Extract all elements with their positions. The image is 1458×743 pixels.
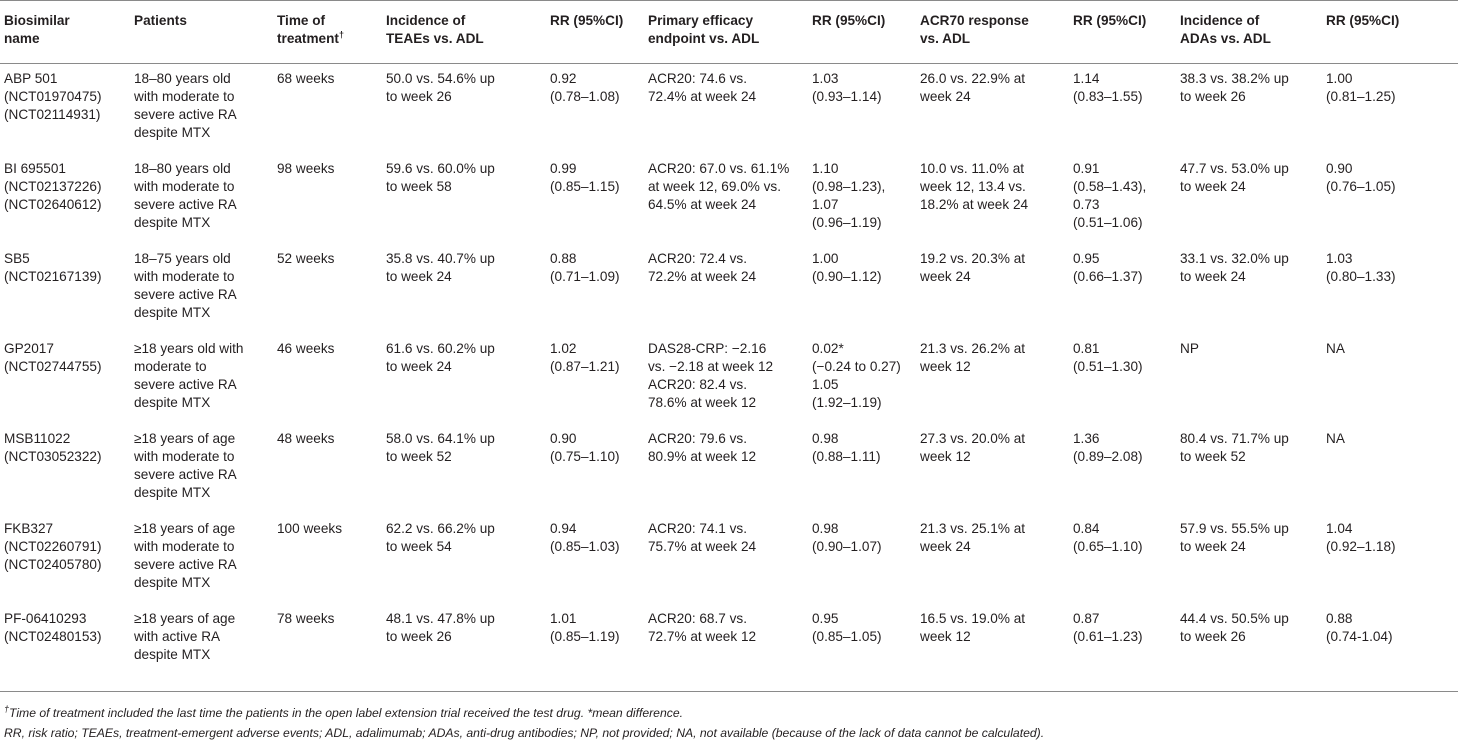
cell-time-of-treatment: 48 weeks (277, 430, 335, 446)
cell-incidence-teaes: 48.1 vs. 47.8% up to week 26 (382, 604, 546, 692)
table-row (0, 604, 1458, 692)
cell-incidence-teaes: 35.8 vs. 40.7% up to week 24 (386, 250, 495, 284)
cell-rr-primary: 1.03 (0.93–1.14) (812, 71, 882, 104)
cell-rr-teaes: 1.01 (0.85–1.19) (546, 604, 644, 692)
cell-rr-primary: 0.95 (0.85–1.05) (808, 604, 916, 692)
cell-biosimilar-name: BI 695501 (NCT02137226) (NCT02640612) (4, 160, 102, 212)
cell-rr-adas: 1.04 (0.92–1.18) (1326, 520, 1396, 554)
cell-rr-teaes: 1.02 (0.87–1.21) (550, 340, 620, 374)
table-row (0, 154, 1458, 244)
table-body (0, 64, 1458, 692)
cell-acr70-response: 10.0 vs. 11.0% at week 12, 13.4 vs. 18.2% at week 24 (920, 160, 1029, 212)
cell-rr-adas: 1.03 (0.80–1.33) (1326, 250, 1396, 284)
cell-rr-acr70: 0.84 (0.65–1.10) (1073, 520, 1143, 554)
cell-rr-primary: 0.98 (0.88–1.11) (812, 430, 881, 464)
cell-patients: 18–80 years old with moderate to severe active RA despite MTX (134, 160, 237, 230)
cell-rr-teaes: 0.94 (0.85–1.03) (550, 520, 620, 554)
cell-rr-acr70: 1.36 (0.89–2.08) (1073, 430, 1143, 464)
cell-rr-adas: NA (1326, 430, 1345, 446)
cell-time-of-treatment: 46 weeks (277, 340, 335, 356)
cell-time-of-treatment: 98 weeks (277, 160, 335, 176)
cell-time-of-treatment: 68 weeks (277, 71, 335, 86)
cell-rr-teaes: 0.88 (0.71–1.09) (550, 250, 620, 284)
header-patients: Patients (130, 1, 273, 64)
footnote-line-1: †Time of treatment included the last time the patients in the open label extension trial received the test drug. *mean difference. (4, 703, 683, 720)
cell-biosimilar-name: PF-06410293 (NCT02480153) (0, 604, 130, 692)
cell-time-of-treatment: 100 weeks (277, 520, 342, 536)
cell-biosimilar-name: GP2017 (NCT02744755) (4, 340, 102, 374)
cell-incidence-teaes: 58.0 vs. 64.1% up to week 52 (386, 430, 495, 464)
cell-rr-adas: 0.90 (0.76–1.05) (1326, 160, 1396, 194)
header-primary-efficacy: Primary efficacy endpoint vs. ADL (644, 1, 808, 64)
cell-acr70-response: 26.0 vs. 22.9% at week 24 (920, 71, 1026, 104)
header-incidence-teaes: Incidence of TEAEs vs. ADL (382, 1, 546, 64)
cell-rr-acr70: 0.81 (0.51–1.30) (1073, 340, 1143, 374)
header-time-of-treatment: Time of treatment† (273, 1, 382, 64)
cell-biosimilar-name: MSB11022 (NCT03052322) (4, 430, 102, 464)
cell-incidence-adas: 44.4 vs. 50.5% up to week 26 (1176, 604, 1322, 692)
cell-rr-primary: 1.10 (0.98–1.23), 1.07 (0.96–1.19) (812, 160, 886, 230)
cell-patients: ≥18 years of age with active RA despite MTX (130, 604, 273, 692)
table-row (0, 424, 1458, 514)
table-footnotes (4, 703, 1454, 743)
dagger-mark: † (338, 29, 344, 40)
cell-incidence-adas: NP (1180, 340, 1199, 356)
header-acr70-response: ACR70 response vs. ADL (916, 1, 1069, 64)
cell-patients: 18–75 years old with moderate to severe active RA despite MTX (134, 250, 237, 320)
cell-rr-adas: 0.88 (0.74-1.04) (1322, 604, 1458, 692)
cell-rr-acr70: 0.91 (0.58–1.43), 0.73 (0.51–1.06) (1073, 160, 1147, 230)
cell-acr70-response: 21.3 vs. 25.1% at week 24 (920, 520, 1026, 554)
header-rr-primary: RR (95%CI) (808, 1, 916, 64)
cell-incidence-adas: 57.9 vs. 55.5% up to week 24 (1180, 520, 1289, 554)
cell-primary-efficacy: DAS28-CRP: −2.16 vs. −2.18 at week 12 ACR20: 82.4 vs. 78.6% at week 12 (648, 340, 774, 410)
cell-rr-acr70: 1.14 (0.83–1.55) (1073, 71, 1143, 104)
header-rr-teaes: RR (95%CI) (546, 1, 644, 64)
table-row (0, 64, 1458, 154)
table-row (0, 514, 1458, 604)
cell-incidence-adas: 38.3 vs. 38.2% up to week 26 (1180, 71, 1289, 104)
cell-incidence-teaes: 50.0 vs. 54.6% up to week 26 (386, 71, 495, 104)
cell-primary-efficacy: ACR20: 68.7 vs. 72.7% at week 12 (644, 604, 808, 692)
cell-biosimilar-name: ABP 501 (NCT01970475) (NCT02114931) (4, 71, 102, 122)
header-biosimilar-name: Biosimilar name (0, 1, 130, 64)
cell-rr-primary: 0.02* (−0.24 to 0.27) 1.05 (1.92–1.19) (812, 340, 901, 410)
header-rr-adas: RR (95%CI) (1322, 1, 1458, 64)
cell-rr-primary: 1.00 (0.90–1.12) (812, 250, 882, 284)
cell-rr-adas: 1.00 (0.81–1.25) (1326, 71, 1396, 104)
table-row (0, 244, 1458, 334)
cell-rr-primary: 0.98 (0.90–1.07) (812, 520, 882, 554)
header-incidence-adas: Incidence of ADAs vs. ADL (1176, 1, 1322, 64)
cell-biosimilar-name: FKB327 (NCT02260791) (NCT02405780) (4, 520, 102, 572)
cell-patients: ≥18 years old with moderate to severe active RA despite MTX (134, 340, 244, 410)
cell-rr-teaes: 0.90 (0.75–1.10) (550, 430, 620, 464)
cell-incidence-teaes: 62.2 vs. 66.2% up to week 54 (386, 520, 495, 554)
cell-rr-teaes: 0.99 (0.85–1.15) (550, 160, 620, 194)
cell-rr-teaes: 0.92 (0.78–1.08) (550, 71, 620, 104)
cell-patients: 18–80 years old with moderate to severe active RA despite MTX (134, 71, 237, 140)
table-header-row (0, 1, 1458, 64)
cell-time-of-treatment: 78 weeks (273, 604, 382, 692)
cell-rr-adas: NA (1326, 340, 1345, 356)
cell-acr70-response: 27.3 vs. 20.0% at week 12 (920, 430, 1026, 464)
table-row (0, 334, 1458, 424)
cell-incidence-teaes: 61.6 vs. 60.2% up to week 24 (386, 340, 495, 374)
cell-primary-efficacy: ACR20: 74.1 vs. 75.7% at week 24 (648, 520, 757, 554)
cell-acr70-response: 16.5 vs. 19.0% at week 12 (916, 604, 1069, 692)
cell-primary-efficacy: ACR20: 67.0 vs. 61.1% at week 12, 69.0% vs. 64.5% at week 24 (648, 160, 790, 212)
cell-incidence-adas: 80.4 vs. 71.7% up to week 52 (1180, 430, 1289, 464)
cell-biosimilar-name: SB5 (NCT02167139) (4, 250, 102, 284)
cell-time-of-treatment: 52 weeks (277, 250, 335, 266)
cell-rr-acr70: 0.87 (0.61–1.23) (1069, 604, 1176, 692)
cell-acr70-response: 19.2 vs. 20.3% at week 24 (920, 250, 1026, 284)
cell-patients: ≥18 years of age with moderate to severe active RA despite MTX (134, 520, 237, 590)
cell-primary-efficacy: ACR20: 79.6 vs. 80.9% at week 12 (648, 430, 757, 464)
cell-patients: ≥18 years of age with moderate to severe active RA despite MTX (134, 430, 237, 500)
footnote-line-2: RR, risk ratio; TEAEs, treatment-emergent adverse events; ADL, adalimumab; ADAs, anti-drug antibodies; NP, not provided; NA, not available (because of the lack of data cannot be calculated). (4, 726, 1045, 740)
header-rr-acr70: RR (95%CI) (1069, 1, 1176, 64)
cell-primary-efficacy: ACR20: 72.4 vs. 72.2% at week 24 (648, 250, 757, 284)
cell-acr70-response: 21.3 vs. 26.2% at week 12 (920, 340, 1026, 374)
cell-primary-efficacy: ACR20: 74.6 vs. 72.4% at week 24 (648, 71, 757, 104)
cell-incidence-adas: 33.1 vs. 32.0% up to week 24 (1180, 250, 1289, 284)
cell-rr-acr70: 0.95 (0.66–1.37) (1073, 250, 1143, 284)
cell-incidence-teaes: 59.6 vs. 60.0% up to week 58 (386, 160, 495, 194)
cell-incidence-adas: 47.7 vs. 53.0% up to week 24 (1180, 160, 1289, 194)
